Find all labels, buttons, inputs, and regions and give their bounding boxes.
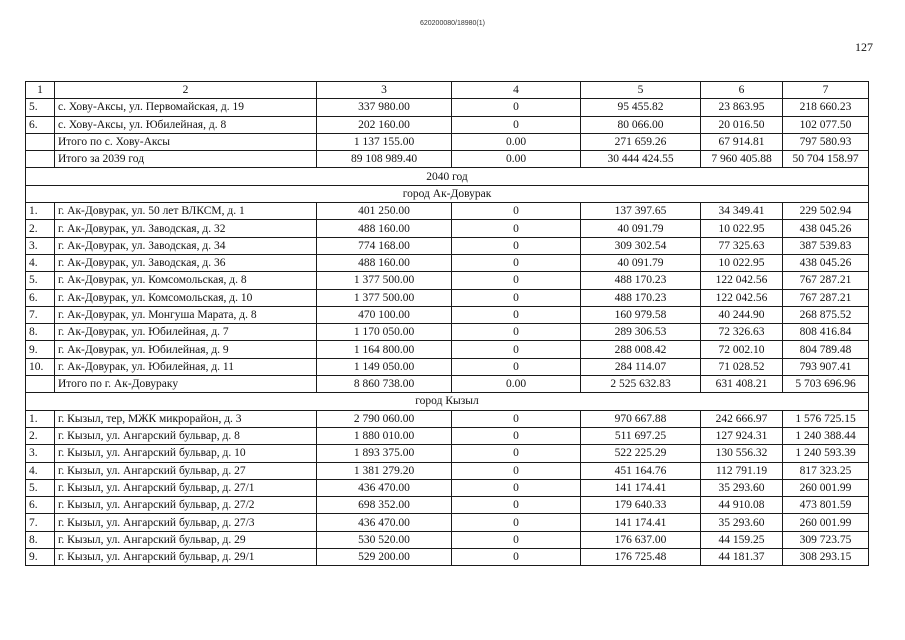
- row-number-cell: 4.: [26, 254, 55, 271]
- table-row: [26, 237, 869, 254]
- address-cell: г. Кызыл, ул. Ангарский бульвар, д. 27/2: [55, 497, 317, 514]
- amount-col5-cell: 80 066.00: [581, 116, 701, 133]
- amount-col3-cell: 337 980.00: [317, 99, 452, 116]
- table-row: [26, 479, 869, 496]
- amount-col5-cell: 95 455.82: [581, 99, 701, 116]
- table-row: [26, 549, 869, 566]
- row-number-cell: 2.: [26, 220, 55, 237]
- amount-col5-cell: 160 979.58: [581, 306, 701, 323]
- amount-col3-cell: 1 377 500.00: [317, 289, 452, 306]
- section-row: [26, 185, 869, 202]
- amount-col5-cell: 288 008.42: [581, 341, 701, 358]
- table-row: [26, 376, 869, 393]
- amount-col4-cell: 0: [452, 341, 581, 358]
- amount-col4-cell: 0: [452, 324, 581, 341]
- amount-col3-cell: 436 470.00: [317, 514, 452, 531]
- amount-col4-cell: 0: [452, 289, 581, 306]
- address-cell: г. Кызыл, ул. Ангарский бульвар, д. 10: [55, 445, 317, 462]
- table-row: [26, 427, 869, 444]
- amount-col4-cell: 0: [452, 254, 581, 271]
- row-number-cell: 9.: [26, 549, 55, 566]
- amount-col7-cell: 229 502.94: [783, 203, 869, 220]
- amount-col3-cell: 1 137 155.00: [317, 133, 452, 150]
- amount-col5-cell: 179 640.33: [581, 497, 701, 514]
- table-row: [26, 514, 869, 531]
- row-number-cell: 7.: [26, 514, 55, 531]
- amount-col6-cell: 122 042.56: [701, 289, 783, 306]
- row-number-cell: [26, 151, 55, 168]
- amount-col4-cell: 0: [452, 220, 581, 237]
- amount-col7-cell: 1 240 388.44: [783, 427, 869, 444]
- amount-col3-cell: 89 108 989.40: [317, 151, 452, 168]
- row-number-cell: 9.: [26, 341, 55, 358]
- header-cell: 1: [26, 82, 55, 99]
- table-row: [26, 99, 869, 116]
- amount-col6-cell: 34 349.41: [701, 203, 783, 220]
- amount-col5-cell: 284 114.07: [581, 358, 701, 375]
- amount-col4-cell: 0.00: [452, 133, 581, 150]
- amount-col7-cell: 804 789.48: [783, 341, 869, 358]
- table-row: [26, 220, 869, 237]
- table-row: [26, 116, 869, 133]
- table-row: [26, 203, 869, 220]
- amount-col4-cell: 0: [452, 427, 581, 444]
- amount-col4-cell: 0: [452, 514, 581, 531]
- amount-col5-cell: 30 444 424.55: [581, 151, 701, 168]
- amount-col6-cell: 71 028.52: [701, 358, 783, 375]
- amount-col6-cell: 10 022.95: [701, 220, 783, 237]
- table-row: [26, 410, 869, 427]
- table-row: [26, 306, 869, 323]
- amount-col4-cell: 0.00: [452, 376, 581, 393]
- amount-col6-cell: 77 325.63: [701, 237, 783, 254]
- address-cell: г. Кызыл, ул. Ангарский бульвар, д. 29/1: [55, 549, 317, 566]
- amount-col3-cell: 1 149 050.00: [317, 358, 452, 375]
- amount-col5-cell: 40 091.79: [581, 220, 701, 237]
- table-row: [26, 358, 869, 375]
- amount-col7-cell: 308 293.15: [783, 549, 869, 566]
- header-cell: 2: [55, 82, 317, 99]
- amount-col6-cell: 44 181.37: [701, 549, 783, 566]
- amount-col4-cell: 0: [452, 549, 581, 566]
- amount-col5-cell: 522 225.29: [581, 445, 701, 462]
- row-number-cell: 1.: [26, 410, 55, 427]
- row-number-cell: 4.: [26, 462, 55, 479]
- amount-col7-cell: 309 723.75: [783, 531, 869, 548]
- row-number-cell: 10.: [26, 358, 55, 375]
- amount-col7-cell: 817 323.25: [783, 462, 869, 479]
- amount-col4-cell: 0: [452, 410, 581, 427]
- amount-col7-cell: 438 045.26: [783, 254, 869, 271]
- amount-col7-cell: 473 801.59: [783, 497, 869, 514]
- amount-col3-cell: 401 250.00: [317, 203, 452, 220]
- amount-col5-cell: 451 164.76: [581, 462, 701, 479]
- row-number-cell: 3.: [26, 445, 55, 462]
- amount-col4-cell: 0: [452, 272, 581, 289]
- table-row: [26, 341, 869, 358]
- amount-col3-cell: 436 470.00: [317, 479, 452, 496]
- amount-col5-cell: 488 170.23: [581, 289, 701, 306]
- header-row: [26, 82, 869, 99]
- row-number-cell: 6.: [26, 116, 55, 133]
- amount-col7-cell: 797 580.93: [783, 133, 869, 150]
- row-number-cell: 8.: [26, 531, 55, 548]
- row-number-cell: 8.: [26, 324, 55, 341]
- address-cell: г. Ак-Довурак, ул. Заводская, д. 36: [55, 254, 317, 271]
- amount-col6-cell: 35 293.60: [701, 479, 783, 496]
- table-row: [26, 462, 869, 479]
- amount-col6-cell: 130 556.32: [701, 445, 783, 462]
- amount-col6-cell: 242 666.97: [701, 410, 783, 427]
- amount-col6-cell: 7 960 405.88: [701, 151, 783, 168]
- amount-col3-cell: 530 520.00: [317, 531, 452, 548]
- amount-col4-cell: 0: [452, 99, 581, 116]
- address-cell: с. Хову-Аксы, ул. Первомайская, д. 19: [55, 99, 317, 116]
- amount-col4-cell: 0: [452, 358, 581, 375]
- row-number-cell: 7.: [26, 306, 55, 323]
- amount-col4-cell: 0: [452, 116, 581, 133]
- amount-col7-cell: 260 001.99: [783, 514, 869, 531]
- amount-col7-cell: 218 660.23: [783, 99, 869, 116]
- amount-col4-cell: 0: [452, 497, 581, 514]
- amount-col7-cell: 767 287.21: [783, 289, 869, 306]
- amount-col7-cell: 438 045.26: [783, 220, 869, 237]
- amount-col5-cell: 970 667.88: [581, 410, 701, 427]
- address-cell: г. Ак-Довурак, ул. Комсомольская, д. 8: [55, 272, 317, 289]
- table-row: [26, 289, 869, 306]
- table-row: [26, 324, 869, 341]
- section-row: [26, 393, 869, 410]
- amount-col3-cell: 1 381 279.20: [317, 462, 452, 479]
- amount-col6-cell: 23 863.95: [701, 99, 783, 116]
- address-cell: г. Кызыл, ул. Ангарский бульвар, д. 29: [55, 531, 317, 548]
- amount-col4-cell: 0: [452, 462, 581, 479]
- amount-col7-cell: 50 704 158.97: [783, 151, 869, 168]
- amount-col3-cell: 529 200.00: [317, 549, 452, 566]
- amount-col7-cell: 5 703 696.96: [783, 376, 869, 393]
- amount-col7-cell: 1 576 725.15: [783, 410, 869, 427]
- amount-col3-cell: 1 164 800.00: [317, 341, 452, 358]
- address-cell: г. Ак-Довурак, ул. Заводская, д. 32: [55, 220, 317, 237]
- amount-col6-cell: 44 159.25: [701, 531, 783, 548]
- address-cell: г. Ак-Довурак, ул. 50 лет ВЛКСМ, д. 1: [55, 203, 317, 220]
- amount-col5-cell: 141 174.41: [581, 479, 701, 496]
- row-number-cell: 3.: [26, 237, 55, 254]
- amount-col5-cell: 488 170.23: [581, 272, 701, 289]
- amount-col5-cell: 141 174.41: [581, 514, 701, 531]
- amount-col6-cell: 122 042.56: [701, 272, 783, 289]
- amount-col5-cell: 176 725.48: [581, 549, 701, 566]
- amount-col6-cell: 44 910.08: [701, 497, 783, 514]
- header-cell: 5: [581, 82, 701, 99]
- row-number-cell: 2.: [26, 427, 55, 444]
- address-cell: г. Ак-Довурак, ул. Юбилейная, д. 7: [55, 324, 317, 341]
- section-title: город Кызыл: [26, 393, 869, 410]
- amount-col6-cell: 10 022.95: [701, 254, 783, 271]
- amount-col6-cell: 72 002.10: [701, 341, 783, 358]
- table-row: [26, 151, 869, 168]
- table-row: [26, 133, 869, 150]
- amount-col6-cell: 72 326.63: [701, 324, 783, 341]
- table-row: [26, 445, 869, 462]
- amount-col4-cell: 0: [452, 237, 581, 254]
- table-row: [26, 497, 869, 514]
- amount-col3-cell: 774 168.00: [317, 237, 452, 254]
- header-cell: 7: [783, 82, 869, 99]
- amount-col6-cell: 112 791.19: [701, 462, 783, 479]
- section-row: [26, 168, 869, 185]
- header-cell: 4: [452, 82, 581, 99]
- row-number-cell: 6.: [26, 289, 55, 306]
- row-number-cell: [26, 376, 55, 393]
- address-cell: г. Ак-Довурак, ул. Комсомольская, д. 10: [55, 289, 317, 306]
- amount-col6-cell: 67 914.81: [701, 133, 783, 150]
- amount-col4-cell: 0: [452, 479, 581, 496]
- amount-col6-cell: 20 016.50: [701, 116, 783, 133]
- amount-col3-cell: 488 160.00: [317, 254, 452, 271]
- amount-col3-cell: 698 352.00: [317, 497, 452, 514]
- address-cell: Итого по с. Хову-Аксы: [55, 133, 317, 150]
- row-number-cell: 5.: [26, 99, 55, 116]
- page-number: 127: [855, 40, 873, 54]
- table-body: [26, 82, 869, 566]
- amount-col5-cell: 511 697.25: [581, 427, 701, 444]
- amount-col7-cell: 1 240 593.39: [783, 445, 869, 462]
- amount-col6-cell: 631 408.21: [701, 376, 783, 393]
- amount-col7-cell: 767 287.21: [783, 272, 869, 289]
- address-cell: г. Ак-Довурак, ул. Юбилейная, д. 11: [55, 358, 317, 375]
- amount-col5-cell: 137 397.65: [581, 203, 701, 220]
- address-cell: г. Кызыл, ул. Ангарский бульвар, д. 27: [55, 462, 317, 479]
- document-id: 620200080/18980(1): [419, 20, 485, 27]
- amount-col7-cell: 808 416.84: [783, 324, 869, 341]
- address-cell: г. Кызыл, ул. Ангарский бульвар, д. 8: [55, 427, 317, 444]
- amount-col5-cell: 309 302.54: [581, 237, 701, 254]
- table-row: [26, 272, 869, 289]
- amount-col5-cell: 2 525 632.83: [581, 376, 701, 393]
- amount-col5-cell: 289 306.53: [581, 324, 701, 341]
- section-title: 2040 год: [26, 168, 869, 185]
- header-cell: 6: [701, 82, 783, 99]
- amount-col5-cell: 176 637.00: [581, 531, 701, 548]
- amount-col5-cell: 40 091.79: [581, 254, 701, 271]
- amount-col4-cell: 0: [452, 531, 581, 548]
- amount-col3-cell: 1 880 010.00: [317, 427, 452, 444]
- amount-col4-cell: 0: [452, 306, 581, 323]
- amount-col3-cell: 470 100.00: [317, 306, 452, 323]
- amount-col5-cell: 271 659.26: [581, 133, 701, 150]
- row-number-cell: 1.: [26, 203, 55, 220]
- section-title: город Ак-Довурак: [26, 185, 869, 202]
- amount-col6-cell: 127 924.31: [701, 427, 783, 444]
- amount-col7-cell: 260 001.99: [783, 479, 869, 496]
- amount-col6-cell: 35 293.60: [701, 514, 783, 531]
- address-cell: Итого по г. Ак-Довураку: [55, 376, 317, 393]
- amount-col3-cell: 488 160.00: [317, 220, 452, 237]
- row-number-cell: 5.: [26, 479, 55, 496]
- amount-col7-cell: 793 907.41: [783, 358, 869, 375]
- address-cell: г. Кызыл, ул. Ангарский бульвар, д. 27/1: [55, 479, 317, 496]
- table-row: [26, 254, 869, 271]
- amount-col3-cell: 1 893 375.00: [317, 445, 452, 462]
- amount-col3-cell: 202 160.00: [317, 116, 452, 133]
- address-cell: г. Кызыл, тер, МЖК микрорайон, д. 3: [55, 410, 317, 427]
- header-cell: 3: [317, 82, 452, 99]
- amount-col4-cell: 0: [452, 445, 581, 462]
- amount-col3-cell: 2 790 060.00: [317, 410, 452, 427]
- address-cell: г. Ак-Довурак, ул. Монгуша Марата, д. 8: [55, 306, 317, 323]
- address-cell: г. Ак-Довурак, ул. Заводская, д. 34: [55, 237, 317, 254]
- amount-col3-cell: 1 170 050.00: [317, 324, 452, 341]
- address-cell: Итого за 2039 год: [55, 151, 317, 168]
- amount-col7-cell: 387 539.83: [783, 237, 869, 254]
- amount-col3-cell: 1 377 500.00: [317, 272, 452, 289]
- table-row: [26, 531, 869, 548]
- amount-col6-cell: 40 244.90: [701, 306, 783, 323]
- address-cell: г. Ак-Довурак, ул. Юбилейная, д. 9: [55, 341, 317, 358]
- address-cell: г. Кызыл, ул. Ангарский бульвар, д. 27/3: [55, 514, 317, 531]
- row-number-cell: [26, 133, 55, 150]
- address-cell: с. Хову-Аксы, ул. Юбилейная, д. 8: [55, 116, 317, 133]
- row-number-cell: 6.: [26, 497, 55, 514]
- amount-col7-cell: 102 077.50: [783, 116, 869, 133]
- amount-col4-cell: 0.00: [452, 151, 581, 168]
- amount-col3-cell: 8 860 738.00: [317, 376, 452, 393]
- budget-table: [25, 81, 869, 566]
- row-number-cell: 5.: [26, 272, 55, 289]
- amount-col4-cell: 0: [452, 203, 581, 220]
- amount-col7-cell: 268 875.52: [783, 306, 869, 323]
